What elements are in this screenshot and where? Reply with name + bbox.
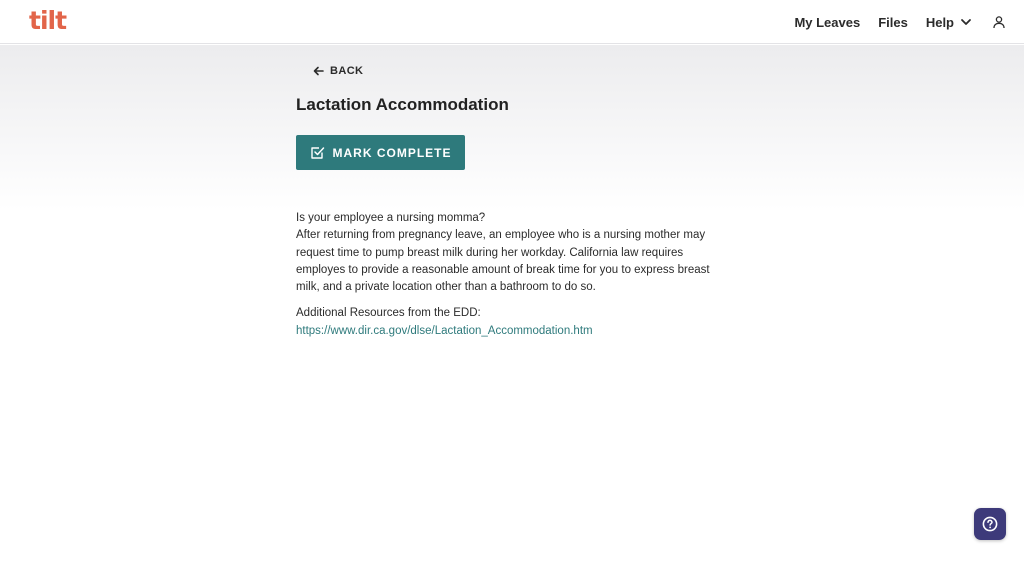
mark-complete-label: MARK COMPLETE — [332, 145, 452, 160]
edd-resource-link[interactable]: https://www.dir.ca.gov/dlse/Lactation_Accommodation.htm — [296, 324, 593, 337]
arrow-left-icon — [313, 66, 324, 76]
page-header-background — [0, 45, 1024, 210]
nav-my-leaves[interactable]: My Leaves — [794, 14, 861, 30]
top-navigation-bar — [0, 0, 1024, 44]
nav-help-dropdown[interactable] — [926, 15, 972, 30]
user-profile-icon[interactable] — [992, 15, 1006, 29]
question-circle-icon — [982, 516, 998, 532]
content-body: After returning from pregnancy leave, an employee who is a nursing mother may request time to pump breast milk during her workday. California law requires employes to provide a reasonable amount of break time for you to express breast milk, and a private location other than a bathroom to do so. — [296, 229, 710, 294]
article-content — [296, 210, 726, 340]
page-title: Lactation Accommodation — [296, 95, 509, 114]
back-label: BACK — [330, 65, 364, 77]
help-chat-button[interactable] — [974, 508, 1006, 540]
mark-complete-button[interactable] — [296, 135, 465, 170]
tilt-logo[interactable]: tilt — [29, 6, 67, 35]
nav-files[interactable]: Files — [878, 14, 908, 30]
nav-help-label: Help — [925, 14, 954, 30]
back-link[interactable] — [313, 65, 363, 77]
content-question: Is your employee a nursing momma? — [296, 212, 486, 224]
checkbox-check-icon — [310, 145, 325, 160]
chevron-down-icon — [960, 16, 972, 28]
resources-section — [296, 305, 726, 340]
resources-label: Additional Resources from the EDD: — [296, 307, 481, 320]
main-nav — [776, 0, 1006, 44]
